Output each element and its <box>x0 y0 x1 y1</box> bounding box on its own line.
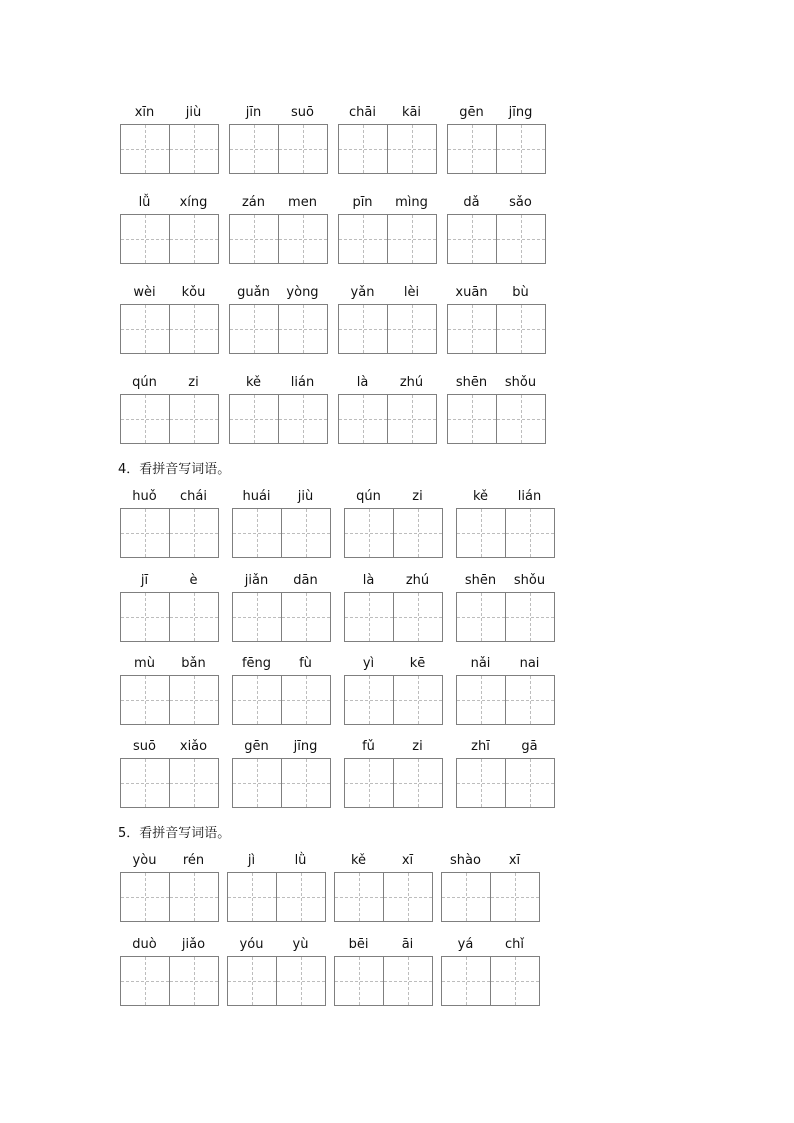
pinyin-line <box>232 572 331 592</box>
word-row <box>120 284 546 354</box>
tianzige-box[interactable] <box>169 957 218 1005</box>
pinyin-label: gēn <box>459 105 484 120</box>
writing-grid <box>338 394 437 444</box>
tianzige-box[interactable] <box>281 759 330 807</box>
pinyin-line <box>344 488 443 508</box>
pinyin-label: zhú <box>405 573 430 588</box>
pinyin-line <box>120 194 219 214</box>
pinyin-label: fǔ <box>362 739 375 754</box>
pinyin-label: mìng <box>395 195 428 210</box>
tianzige-box[interactable] <box>278 305 327 353</box>
writing-grid <box>338 214 437 264</box>
pinyin-line <box>338 374 437 394</box>
pinyin-label: dǎ <box>463 195 480 210</box>
word-item <box>447 194 546 264</box>
word-row <box>120 374 546 444</box>
word-item <box>120 852 219 922</box>
tianzige-box[interactable] <box>121 215 169 263</box>
tianzige-box[interactable] <box>335 957 383 1005</box>
word-item <box>120 936 219 1006</box>
writing-grid <box>344 508 443 558</box>
pinyin-label: yǎn <box>350 285 375 300</box>
pinyin-label: zhī <box>471 739 490 754</box>
tianzige-box[interactable] <box>121 873 169 921</box>
pinyin-line <box>456 488 555 508</box>
word-item <box>229 374 328 444</box>
writing-grid <box>334 956 433 1006</box>
tianzige-box[interactable] <box>505 593 554 641</box>
tianzige-box[interactable] <box>505 759 554 807</box>
pinyin-line <box>344 738 443 758</box>
tianzige-box[interactable] <box>281 676 330 724</box>
pinyin-label: shào <box>450 853 481 868</box>
pinyin-label: chái <box>180 489 207 504</box>
pinyin-line <box>227 852 326 872</box>
pinyin-label: wèi <box>133 285 156 300</box>
tianzige-box[interactable] <box>387 305 436 353</box>
word-row <box>120 936 540 1006</box>
writing-grid <box>229 394 328 444</box>
writing-grid <box>441 956 540 1006</box>
word-item <box>120 194 219 264</box>
tianzige-box[interactable] <box>278 395 327 443</box>
pinyin-label: suō <box>133 739 156 754</box>
word-item <box>338 104 437 174</box>
pinyin-label: qún <box>132 375 157 390</box>
writing-grid <box>120 124 219 174</box>
tianzige-box[interactable] <box>496 215 545 263</box>
tianzige-box[interactable] <box>278 215 327 263</box>
pinyin-label: kě <box>245 375 262 390</box>
word-row <box>120 655 555 725</box>
writing-grid <box>447 214 546 264</box>
pinyin-line <box>344 655 443 675</box>
pinyin-label: yì <box>362 656 375 671</box>
pinyin-label: rén <box>182 853 205 868</box>
pinyin-line <box>447 194 546 214</box>
word-item <box>120 284 219 354</box>
word-item <box>120 374 219 444</box>
pinyin-line <box>447 104 546 124</box>
tianzige-box[interactable] <box>457 509 505 557</box>
pinyin-label: pīn <box>352 195 373 210</box>
tianzige-box[interactable] <box>276 873 325 921</box>
tianzige-box[interactable] <box>121 305 169 353</box>
writing-grid <box>229 304 328 354</box>
word-item <box>120 572 219 642</box>
word-item <box>441 852 540 922</box>
word-item <box>338 194 437 264</box>
writing-grid <box>232 592 331 642</box>
tianzige-box[interactable] <box>169 873 218 921</box>
tianzige-box[interactable] <box>393 593 442 641</box>
pinyin-line <box>120 104 219 124</box>
pinyin-label: jīng <box>508 105 533 120</box>
tianzige-box[interactable] <box>393 676 442 724</box>
pinyin-label: qún <box>356 489 381 504</box>
tianzige-box[interactable] <box>169 759 218 807</box>
pinyin-line <box>456 572 555 592</box>
tianzige-box[interactable] <box>393 509 442 557</box>
tianzige-box[interactable] <box>228 873 276 921</box>
tianzige-box[interactable] <box>169 125 218 173</box>
pinyin-line <box>229 284 328 304</box>
tianzige-box[interactable] <box>339 125 387 173</box>
pinyin-label: fù <box>299 656 312 671</box>
pinyin-label: huǒ <box>132 489 157 504</box>
pinyin-label: gā <box>521 739 538 754</box>
word-item <box>334 852 433 922</box>
tianzige-box[interactable] <box>339 305 387 353</box>
writing-grid <box>227 872 326 922</box>
word-item <box>227 936 326 1006</box>
word-item <box>456 738 555 808</box>
pinyin-line <box>232 738 331 758</box>
pinyin-label: zi <box>188 375 199 390</box>
word-row <box>120 194 546 264</box>
writing-grid <box>344 758 443 808</box>
pinyin-label: zhú <box>399 375 424 390</box>
tianzige-box[interactable] <box>121 509 169 557</box>
pinyin-label: yá <box>457 937 474 952</box>
tianzige-box[interactable] <box>233 509 281 557</box>
tianzige-box[interactable] <box>345 509 393 557</box>
pinyin-label: kāi <box>401 105 422 120</box>
word-row <box>120 738 555 808</box>
writing-grid <box>120 508 219 558</box>
word-item <box>120 488 219 558</box>
tianzige-box[interactable] <box>448 305 496 353</box>
word-item <box>344 488 443 558</box>
pinyin-label: sǎo <box>509 195 532 210</box>
tianzige-box[interactable] <box>233 593 281 641</box>
pinyin-label: shǒu <box>513 573 546 588</box>
writing-grid <box>338 124 437 174</box>
pinyin-label: kě <box>350 853 367 868</box>
tianzige-box[interactable] <box>335 873 383 921</box>
word-item <box>120 655 219 725</box>
pinyin-label: suō <box>291 105 314 120</box>
pinyin-label: jiǎo <box>181 937 206 952</box>
writing-grid <box>441 872 540 922</box>
pinyin-label: kě <box>472 489 489 504</box>
pinyin-line <box>229 104 328 124</box>
section-title: 5．看拼音写词语。 <box>118 826 231 841</box>
pinyin-line <box>229 374 328 394</box>
tianzige-box[interactable] <box>339 395 387 443</box>
tianzige-box[interactable] <box>448 395 496 443</box>
tianzige-box[interactable] <box>387 395 436 443</box>
pinyin-label: xíng <box>179 195 208 210</box>
word-item <box>232 655 331 725</box>
word-item <box>334 936 433 1006</box>
tianzige-box[interactable] <box>496 395 545 443</box>
writing-grid <box>344 592 443 642</box>
writing-grid <box>447 124 546 174</box>
word-item <box>441 936 540 1006</box>
word-item <box>232 488 331 558</box>
word-row <box>120 488 555 558</box>
tianzige-box[interactable] <box>121 395 169 443</box>
pinyin-line <box>227 936 326 956</box>
writing-grid <box>229 124 328 174</box>
pinyin-label: huái <box>242 489 271 504</box>
tianzige-box[interactable] <box>281 593 330 641</box>
tianzige-box[interactable] <box>345 593 393 641</box>
tianzige-box[interactable] <box>442 873 490 921</box>
tianzige-box[interactable] <box>169 305 218 353</box>
word-item <box>344 572 443 642</box>
writing-grid <box>229 214 328 264</box>
pinyin-label: shēn <box>455 375 488 390</box>
pinyin-line <box>338 104 437 124</box>
pinyin-label: xīn <box>134 105 155 120</box>
word-item <box>447 104 546 174</box>
pinyin-label: lián <box>290 375 315 390</box>
writing-grid <box>120 394 219 444</box>
pinyin-label: bù <box>512 285 529 300</box>
word-item <box>456 488 555 558</box>
pinyin-line <box>447 374 546 394</box>
pinyin-label: là <box>356 375 369 390</box>
pinyin-label: yóu <box>239 937 264 952</box>
writing-grid <box>456 758 555 808</box>
pinyin-label: shēn <box>464 573 497 588</box>
pinyin-label: shǒu <box>504 375 537 390</box>
word-item <box>456 655 555 725</box>
pinyin-label: è <box>189 573 198 588</box>
tianzige-box[interactable] <box>230 125 278 173</box>
writing-grid <box>456 592 555 642</box>
pinyin-label: jiǎn <box>244 573 269 588</box>
pinyin-label: gēn <box>244 739 269 754</box>
word-row <box>120 104 546 174</box>
pinyin-label: lǚ <box>138 195 151 210</box>
tianzige-box[interactable] <box>496 305 545 353</box>
tianzige-box[interactable] <box>490 957 539 1005</box>
pinyin-line <box>344 572 443 592</box>
pinyin-label: yù <box>292 937 309 952</box>
word-item <box>227 852 326 922</box>
writing-grid <box>120 872 219 922</box>
tianzige-box[interactable] <box>169 593 218 641</box>
pinyin-label: jiù <box>185 105 202 120</box>
tianzige-box[interactable] <box>230 215 278 263</box>
tianzige-box[interactable] <box>121 593 169 641</box>
pinyin-label: jīng <box>293 739 318 754</box>
pinyin-label: mù <box>134 656 155 671</box>
word-item <box>447 284 546 354</box>
pinyin-line <box>120 852 219 872</box>
tianzige-box[interactable] <box>490 873 539 921</box>
pinyin-line <box>120 284 219 304</box>
tianzige-box[interactable] <box>387 125 436 173</box>
pinyin-label: yòu <box>132 853 157 868</box>
word-item <box>229 284 328 354</box>
pinyin-label: chāi <box>349 105 376 120</box>
tianzige-box[interactable] <box>457 593 505 641</box>
pinyin-label: men <box>288 195 317 210</box>
pinyin-label: zi <box>412 739 423 754</box>
pinyin-label: fēng <box>241 656 272 671</box>
word-item <box>229 194 328 264</box>
pinyin-label: lèi <box>403 285 420 300</box>
writing-grid <box>447 394 546 444</box>
tianzige-box[interactable] <box>345 676 393 724</box>
pinyin-line <box>334 852 433 872</box>
pinyin-label: nǎi <box>470 656 491 671</box>
pinyin-label: zán <box>241 195 266 210</box>
pinyin-line <box>334 936 433 956</box>
tianzige-box[interactable] <box>169 676 218 724</box>
pinyin-label: chǐ <box>505 937 524 952</box>
pinyin-label: bēi <box>348 937 369 952</box>
pinyin-label: jīn <box>245 105 262 120</box>
pinyin-label: duò <box>132 937 157 952</box>
tianzige-box[interactable] <box>121 676 169 724</box>
writing-grid <box>447 304 546 354</box>
pinyin-line <box>338 284 437 304</box>
tianzige-box[interactable] <box>387 215 436 263</box>
tianzige-box[interactable] <box>457 759 505 807</box>
word-row <box>120 852 540 922</box>
word-item <box>447 374 546 444</box>
tianzige-box[interactable] <box>169 215 218 263</box>
pinyin-line <box>447 284 546 304</box>
tianzige-box[interactable] <box>448 125 496 173</box>
pinyin-label: xī <box>401 853 414 868</box>
tianzige-box[interactable] <box>169 395 218 443</box>
writing-grid <box>334 872 433 922</box>
tianzige-box[interactable] <box>383 957 432 1005</box>
pinyin-line <box>120 572 219 592</box>
writing-grid <box>232 508 331 558</box>
word-item <box>232 738 331 808</box>
pinyin-label: xiǎo <box>179 739 208 754</box>
writing-grid <box>232 758 331 808</box>
pinyin-line <box>229 194 328 214</box>
writing-grid <box>120 758 219 808</box>
pinyin-line <box>232 655 331 675</box>
word-item <box>338 374 437 444</box>
word-item <box>338 284 437 354</box>
word-item <box>232 572 331 642</box>
tianzige-box[interactable] <box>233 759 281 807</box>
tianzige-box[interactable] <box>383 873 432 921</box>
word-row <box>120 572 555 642</box>
pinyin-line <box>441 852 540 872</box>
writing-grid <box>120 304 219 354</box>
tianzige-box[interactable] <box>281 509 330 557</box>
tianzige-box[interactable] <box>442 957 490 1005</box>
pinyin-line <box>120 374 219 394</box>
pinyin-line <box>120 655 219 675</box>
writing-grid <box>227 956 326 1006</box>
tianzige-box[interactable] <box>278 125 327 173</box>
writing-grid <box>456 508 555 558</box>
pinyin-label: xuān <box>455 285 488 300</box>
pinyin-label: jī <box>140 573 149 588</box>
tianzige-box[interactable] <box>505 676 554 724</box>
writing-grid <box>456 675 555 725</box>
pinyin-line <box>120 936 219 956</box>
tianzige-box[interactable] <box>457 676 505 724</box>
pinyin-label: là <box>362 573 375 588</box>
tianzige-box[interactable] <box>505 509 554 557</box>
pinyin-line <box>120 488 219 508</box>
pinyin-label: jiù <box>297 489 314 504</box>
tianzige-box[interactable] <box>233 676 281 724</box>
word-item <box>344 655 443 725</box>
section-title: 4．看拼音写词语。 <box>118 462 231 477</box>
pinyin-label: kē <box>409 656 426 671</box>
pinyin-label: lián <box>517 489 542 504</box>
pinyin-label: dān <box>293 573 318 588</box>
pinyin-label: xī <box>508 853 521 868</box>
pinyin-label: āi <box>401 937 414 952</box>
pinyin-line <box>338 194 437 214</box>
pinyin-label: bǎn <box>181 656 206 671</box>
pinyin-label: kǒu <box>181 285 206 300</box>
pinyin-line <box>456 655 555 675</box>
writing-grid <box>120 956 219 1006</box>
tianzige-box[interactable] <box>169 509 218 557</box>
pinyin-line <box>120 738 219 758</box>
pinyin-label: nai <box>519 656 540 671</box>
pinyin-label: lǜ <box>294 853 307 868</box>
writing-grid <box>120 675 219 725</box>
pinyin-label: guǎn <box>237 285 270 300</box>
tianzige-box[interactable] <box>448 215 496 263</box>
tianzige-box[interactable] <box>228 957 276 1005</box>
tianzige-box[interactable] <box>496 125 545 173</box>
tianzige-box[interactable] <box>393 759 442 807</box>
pinyin-label: jì <box>247 853 256 868</box>
word-item <box>120 104 219 174</box>
word-item <box>344 738 443 808</box>
pinyin-line <box>232 488 331 508</box>
tianzige-box[interactable] <box>230 305 278 353</box>
tianzige-box[interactable] <box>121 957 169 1005</box>
tianzige-box[interactable] <box>121 125 169 173</box>
tianzige-box[interactable] <box>345 759 393 807</box>
writing-grid <box>344 675 443 725</box>
word-item <box>229 104 328 174</box>
word-item <box>120 738 219 808</box>
word-item <box>456 572 555 642</box>
pinyin-line <box>456 738 555 758</box>
pinyin-line <box>441 936 540 956</box>
writing-grid <box>338 304 437 354</box>
tianzige-box[interactable] <box>276 957 325 1005</box>
writing-grid <box>232 675 331 725</box>
writing-grid <box>120 592 219 642</box>
tianzige-box[interactable] <box>121 759 169 807</box>
tianzige-box[interactable] <box>230 395 278 443</box>
pinyin-label: yòng <box>286 285 319 300</box>
pinyin-label: zi <box>412 489 423 504</box>
writing-grid <box>120 214 219 264</box>
tianzige-box[interactable] <box>339 215 387 263</box>
